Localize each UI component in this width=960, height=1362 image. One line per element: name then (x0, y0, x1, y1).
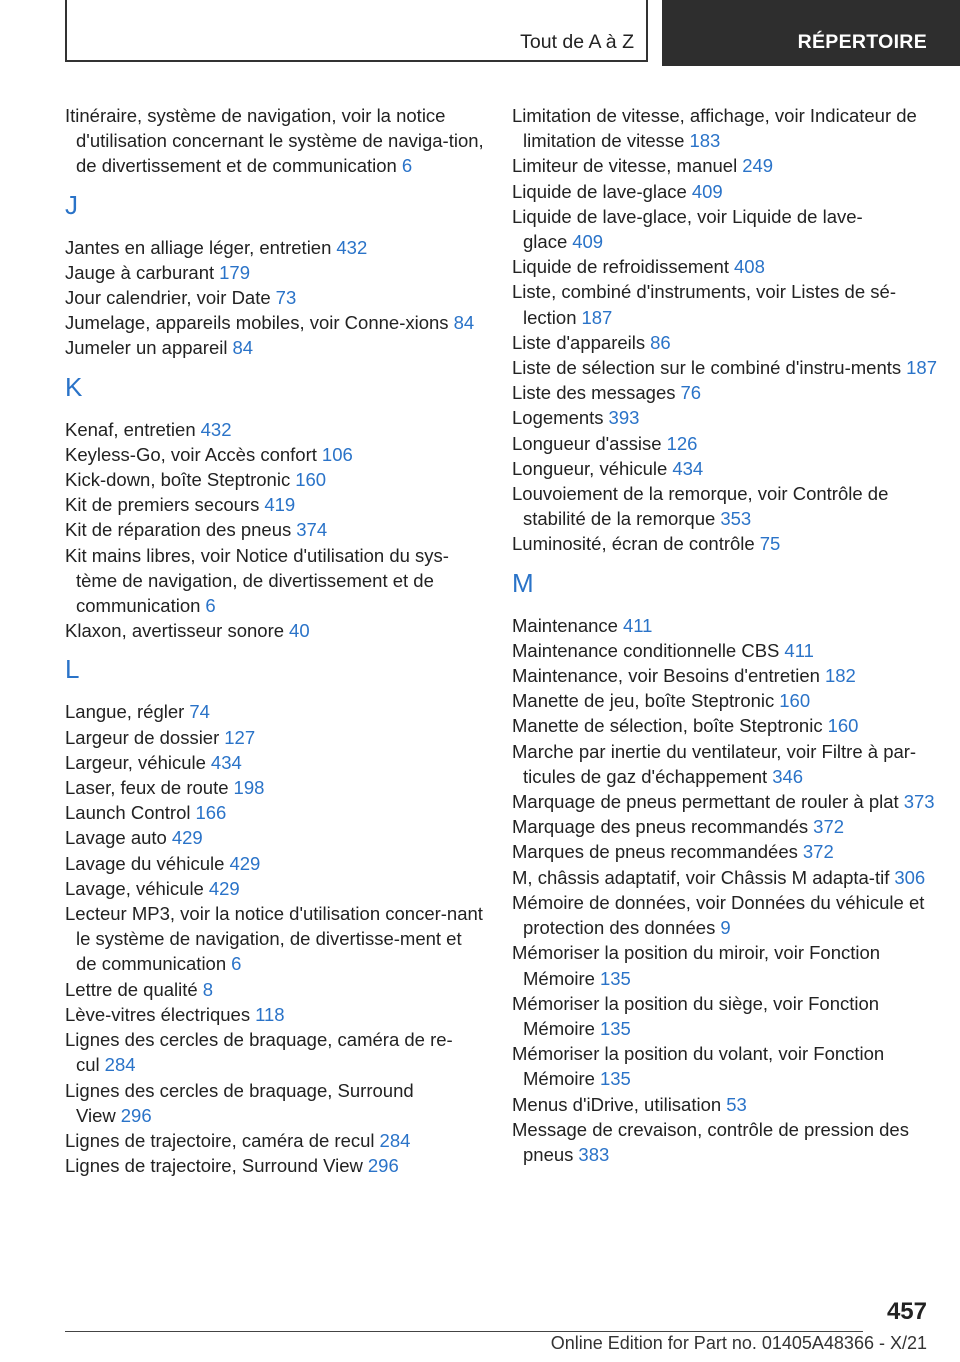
index-entry (65, 775, 485, 800)
page-reference-link[interactable]: 118 (255, 1003, 285, 1025)
index-entry-text: Limitation de vitesse, affichage, voir Indicateur de limitation de vitesse (512, 105, 917, 152)
page-reference-link[interactable]: 411 (784, 639, 814, 661)
page-reference-link[interactable]: 296 (120, 1104, 152, 1126)
index-entry-text: Jumeler un appareil (65, 337, 228, 359)
index-entry-text: Liste de sélection sur le combiné d'instru-ments (512, 357, 902, 379)
chapter-tab (662, 0, 960, 66)
page-reference-link[interactable]: 75 (759, 533, 781, 555)
index-entry-text: Marquage de pneus permettant de rouler à plat (512, 791, 899, 813)
index-entry (512, 279, 937, 329)
index-entry (65, 618, 485, 643)
index-entry (65, 800, 485, 825)
index-entry (512, 456, 937, 481)
page-reference-link[interactable]: 106 (321, 443, 353, 465)
index-entry-text: Message de crevaison, contrôle de pression des pneus (512, 1118, 909, 1165)
index-entry-text: Jauge à carburant (65, 261, 215, 283)
index-entry (512, 991, 937, 1041)
page-number: 457 (886, 1298, 927, 1325)
index-entry-text: Mémoire de données, voir Données du véhicule et protection des données (512, 891, 925, 939)
page-reference-link[interactable]: 74 (189, 701, 210, 723)
page-reference-link[interactable]: 372 (802, 841, 834, 863)
index-entry (65, 492, 485, 517)
page-reference-link[interactable]: 432 (200, 418, 232, 440)
index-entry-text: Kit de réparation des pneus (65, 519, 292, 541)
index-entry-text: Lavage, véhicule (65, 877, 204, 899)
page-reference-link[interactable]: 86 (650, 331, 671, 353)
index-entry (512, 688, 937, 713)
index-entry (65, 901, 485, 977)
index-entry-text: Lettre de qualité (65, 978, 198, 1000)
index-entry-text: Mémoriser la position du siège, voir Fonction Mémoire (512, 992, 880, 1039)
index-entry-text: Jour calendrier, voir Date (65, 287, 271, 309)
page-reference-link[interactable]: 187 (581, 306, 613, 328)
index-entry (65, 517, 485, 542)
index-entry (65, 235, 485, 260)
index-entry-text: Keyless-Go, voir Accès confort (65, 443, 317, 465)
index-entry-text: Liste des messages (512, 382, 676, 404)
index-entry-text: Liquide de lave-glace, voir Liquide de lave-glace (512, 205, 863, 253)
index-entry-text: Laser, feux de route (65, 777, 229, 799)
index-entry-text: Liquide de refroidissement (512, 256, 729, 278)
index-entry (512, 940, 937, 990)
page-reference-link[interactable]: 353 (720, 508, 752, 530)
page-reference-link[interactable]: 126 (666, 432, 698, 454)
index-entry (512, 204, 937, 254)
index-entry-text: Lignes des cercles de braquage, caméra de re-cul (65, 1029, 453, 1076)
page-reference-link[interactable]: 296 (367, 1155, 399, 1177)
index-entry (512, 1041, 937, 1091)
index-entry-text: Lève-vitres électriques (65, 1003, 251, 1025)
index-entry-text: Menus d'iDrive, utilisation (512, 1093, 722, 1115)
index-entry (65, 725, 485, 750)
index-column-right (512, 103, 937, 1167)
chapter-title: RÉPERTOIRE (797, 31, 927, 53)
page-reference-link[interactable]: 6 (231, 953, 242, 975)
index-entry (512, 355, 937, 380)
index-entry (512, 405, 937, 430)
index-entry (512, 638, 937, 663)
page-reference-link[interactable]: 198 (233, 777, 265, 799)
index-entry-text: M, châssis adaptatif, voir Châssis M adapta-tif (512, 866, 890, 888)
page-reference-link[interactable]: 419 (264, 494, 296, 516)
index-entry-text: Marquage des pneus recommandés (512, 816, 809, 838)
index-entry (65, 285, 485, 310)
page-reference-link[interactable]: 183 (689, 130, 721, 152)
index-entry-text: Lignes de trajectoire, caméra de recul (65, 1129, 375, 1151)
page-reference-link[interactable]: 383 (578, 1143, 610, 1165)
index-entry (65, 851, 485, 876)
page-reference-link[interactable]: 432 (336, 236, 368, 258)
index-entry (512, 179, 937, 204)
index-entry (65, 876, 485, 901)
index-entry-text: Liste d'appareils (512, 331, 646, 353)
page-reference-link[interactable]: 8 (202, 978, 213, 1000)
index-entry (512, 1117, 937, 1167)
index-entry-text: Longueur, véhicule (512, 457, 668, 479)
index-column-left (65, 103, 485, 1178)
index-entry-text: Liquide de lave-glace (512, 180, 687, 202)
page-reference-link[interactable]: 372 (813, 816, 845, 838)
index-entry (512, 254, 937, 279)
index-entry (65, 977, 485, 1002)
page-reference-link[interactable]: 135 (599, 967, 631, 989)
page-reference-link[interactable]: 284 (379, 1129, 411, 1151)
index-entry-text: Liste, combiné d'instruments, voir Listes de sé-lection (512, 281, 896, 328)
index-letter-heading: L (65, 654, 80, 685)
index-entry (512, 814, 937, 839)
index-entry (512, 481, 937, 531)
index-entry-text: Itinéraire, système de navigation, voir la notice d'utilisation concernant le système de naviga-tion, de divertissement et de communication (65, 105, 484, 177)
page-reference-link[interactable]: 135 (599, 1017, 631, 1039)
page-reference-link[interactable]: 187 (906, 357, 938, 379)
page-reference-link[interactable]: 6 (401, 155, 413, 177)
page-reference-link[interactable]: 40 (289, 620, 310, 642)
page-reference-link[interactable]: 182 (824, 665, 856, 687)
page-reference-link[interactable]: 284 (104, 1054, 136, 1076)
index-entry (512, 1092, 937, 1117)
index-entry-text: Jantes en alliage léger, entretien (65, 236, 332, 258)
index-entry-text: Largeur de dossier (65, 726, 220, 748)
index-entry (65, 1027, 485, 1077)
index-entry (65, 1153, 485, 1178)
index-entry-text: Jumelage, appareils mobiles, voir Conne-xions (65, 312, 449, 334)
index-entry-text: Launch Control (65, 802, 191, 824)
index-entry (65, 1128, 485, 1153)
index-letter-heading: K (65, 371, 83, 402)
page-reference-link[interactable]: 127 (224, 726, 256, 748)
index-entry-text: Klaxon, avertisseur sonore (65, 620, 285, 642)
footer-edition: Online Edition for Part no. 01405A48366 - X/21 (550, 1333, 927, 1353)
page-reference-link[interactable]: 408 (734, 256, 765, 278)
index-entry (512, 865, 937, 890)
index-entry-text: Manette de jeu, boîte Steptronic (512, 690, 775, 712)
index-entry (65, 699, 485, 724)
index-entry (65, 335, 485, 360)
index-letter-heading: J (65, 189, 78, 220)
index-entry-text: Lignes de trajectoire, Surround View (65, 1155, 363, 1177)
page-reference-link[interactable]: 179 (219, 261, 251, 283)
index-entry (65, 442, 485, 467)
index-entry (512, 739, 937, 789)
index-entry (512, 531, 937, 556)
page-reference-link[interactable]: 84 (453, 312, 475, 334)
index-entry (512, 153, 937, 178)
section-tab (65, 0, 648, 62)
index-entry-text: Luminosité, écran de contrôle (512, 533, 755, 555)
page-header (65, 0, 960, 66)
page-reference-link[interactable]: 434 (210, 751, 242, 773)
index-entry-text: Logements (512, 407, 604, 429)
page-reference-link[interactable]: 429 (229, 852, 261, 874)
page-reference-link[interactable]: 53 (726, 1093, 747, 1115)
index-entry (65, 1078, 485, 1128)
index-entry-text: Limiteur de vitesse, manuel (512, 155, 738, 177)
index-entry (65, 543, 485, 619)
footer-divider (65, 1331, 863, 1332)
index-entry (65, 260, 485, 285)
index-entry-text: Largeur, véhicule (65, 751, 206, 773)
page-reference-link[interactable]: 429 (171, 827, 203, 849)
page-reference-link[interactable]: 6 (205, 595, 216, 617)
page-reference-link[interactable]: 160 (779, 690, 811, 712)
page-reference-link[interactable]: 160 (827, 715, 859, 737)
page-reference-link[interactable]: 249 (742, 155, 774, 177)
index-entry-text: Marche par inertie du ventilateur, voir Filtre à par-ticules de gaz d'échappement (512, 740, 917, 787)
page-reference-link[interactable]: 409 (572, 231, 604, 253)
page-reference-link[interactable]: 160 (295, 469, 327, 491)
index-entry-text: Langue, régler (65, 701, 185, 723)
index-letter-heading: M (512, 567, 534, 598)
index-entry-text: Maintenance conditionnelle CBS (512, 639, 780, 661)
index-entry (65, 310, 485, 335)
page-reference-link[interactable]: 166 (195, 802, 227, 824)
index-entry-text: Lignes des cercles de braquage, Surround View (65, 1079, 414, 1126)
index-entry-text: Kick-down, boîte Steptronic (65, 469, 291, 491)
index-entry-text: Kit de premiers secours (65, 494, 260, 516)
page-reference-link[interactable]: 84 (232, 337, 254, 359)
index-entry (512, 380, 937, 405)
index-entry (512, 330, 937, 355)
index-entry-text: Lecteur MP3, voir la notice d'utilisation concer-nant le système de navigation, de divertisse-ment et de communication (65, 903, 483, 975)
index-entry (65, 417, 485, 442)
page-reference-link[interactable]: 411 (622, 614, 653, 636)
index-entry-text: Maintenance, voir Besoins d'entretien (512, 665, 820, 687)
index-entry-text: Kenaf, entretien (65, 418, 196, 440)
index-entry-text: Louvoiement de la remorque, voir Contrôle de stabilité de la remorque (512, 483, 889, 530)
index-entry-text: Kit mains libres, voir Notice d'utilisation du sys-tème de navigation, de divertissement et de communication (65, 544, 449, 617)
index-entry-text: Maintenance (512, 614, 618, 636)
index-entry (512, 789, 937, 814)
index-entry-text: Mémoriser la position du miroir, voir Fonction Mémoire (512, 942, 881, 989)
index-entry (65, 467, 485, 492)
page-reference-link[interactable]: 434 (672, 457, 704, 479)
index-entry (512, 839, 937, 864)
index-entry (512, 103, 937, 153)
index-entry (512, 890, 937, 940)
index-entry-text: Manette de sélection, boîte Steptronic (512, 715, 823, 737)
index-entry (65, 103, 485, 179)
index-entry-text: Lavage du véhicule (65, 852, 225, 874)
index-entry (512, 613, 937, 638)
index-entry-text: Lavage auto (65, 827, 167, 849)
page-reference-link[interactable]: 374 (296, 519, 328, 541)
page-reference-link[interactable]: 76 (680, 382, 702, 404)
page-reference-link[interactable]: 429 (208, 877, 240, 899)
page-reference-link[interactable]: 373 (903, 791, 935, 813)
index-entry (512, 713, 937, 738)
index-entry-text: Longueur d'assise (512, 432, 662, 454)
index-entry (65, 750, 485, 775)
index-entry (65, 1002, 485, 1027)
page-reference-link[interactable]: 409 (691, 180, 723, 202)
page-reference-link[interactable]: 9 (720, 917, 731, 939)
page-reference-link[interactable]: 73 (275, 287, 297, 309)
page-reference-link[interactable]: 135 (599, 1068, 631, 1090)
page-reference-link[interactable]: 393 (608, 407, 640, 429)
page-reference-link[interactable]: 346 (772, 765, 804, 787)
index-entry-text: Marques de pneus recommandées (512, 841, 798, 863)
index-entry (65, 825, 485, 850)
index-entry (512, 663, 937, 688)
index-entry-text: Mémoriser la position du volant, voir Fonction Mémoire (512, 1043, 885, 1090)
index-entry (512, 431, 937, 456)
page-reference-link[interactable]: 306 (894, 866, 926, 888)
section-title: Tout de A à Z (520, 31, 634, 53)
